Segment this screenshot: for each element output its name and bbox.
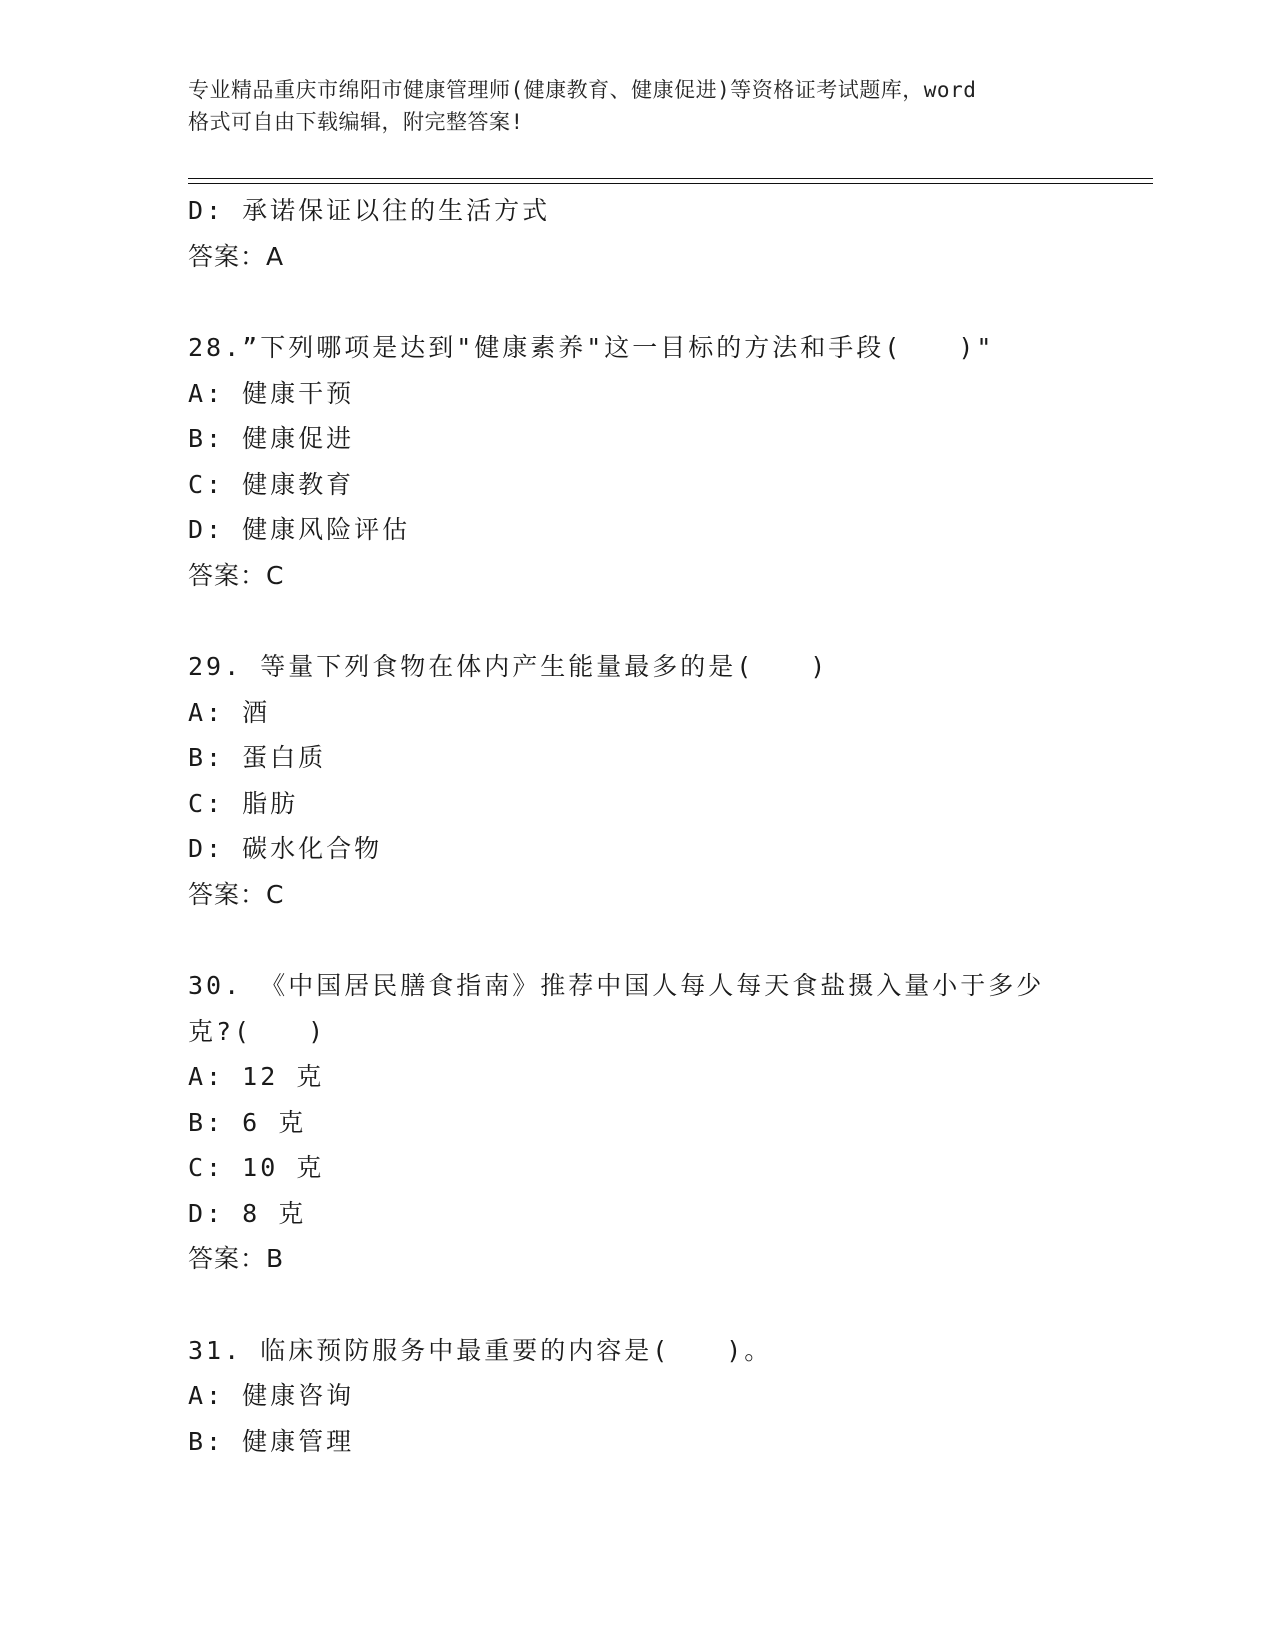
question-stem-line-1: 30. 《中国居民膳食指南》推荐中国人每人每天食盐摄入量小于多少 bbox=[188, 971, 1045, 1000]
question-stem: 31. 临床预防服务中最重要的内容是( )。 bbox=[188, 1335, 773, 1365]
question-stem-line-2: 克?( ) bbox=[188, 1016, 327, 1046]
spacer bbox=[188, 598, 1088, 644]
answer: 答案：B bbox=[188, 1244, 285, 1273]
spacer bbox=[188, 279, 1088, 325]
option-a: A: 健康干预 bbox=[188, 378, 355, 408]
option-a: A: 健康咨询 bbox=[188, 1381, 355, 1410]
option-d: D: 碳水化合物 bbox=[188, 834, 383, 863]
question-30 bbox=[188, 963, 1088, 1282]
question-stem: 29. 等量下列食物在体内产生能量最多的是( ) bbox=[188, 652, 829, 681]
answer: 答案：C bbox=[188, 560, 285, 590]
question-29 bbox=[188, 644, 1088, 917]
option-c: C: 脂肪 bbox=[188, 788, 299, 818]
option-b: B: 6 克 bbox=[188, 1107, 307, 1137]
header-line-1: 专业精品重庆市绵阳市健康管理师(健康教育、健康促进)等资格证考试题库，word bbox=[188, 78, 977, 102]
question-list bbox=[188, 188, 1088, 1464]
document-header bbox=[188, 74, 1088, 138]
option-c: C: 10 克 bbox=[188, 1153, 325, 1182]
option-d: D: 承诺保证以往的生活方式 bbox=[188, 196, 551, 225]
header-line-2: 格式可自由下载编辑，附完整答案! bbox=[188, 110, 524, 134]
option-a: A: 酒 bbox=[188, 697, 271, 727]
option-c: C: 健康教育 bbox=[188, 469, 355, 499]
question-28 bbox=[188, 325, 1088, 598]
question-31 bbox=[188, 1328, 1088, 1465]
question-stem: 28.”下列哪项是达到"健康素养"这一目标的方法和手段( )" bbox=[188, 333, 995, 362]
option-b: B: 蛋白质 bbox=[188, 743, 327, 772]
previous-question-tail bbox=[188, 188, 1088, 279]
option-d: D: 健康风险评估 bbox=[188, 515, 411, 544]
option-a: A: 12 克 bbox=[188, 1062, 325, 1091]
header-divider-bottom bbox=[188, 183, 1153, 184]
option-d: D: 8 克 bbox=[188, 1198, 307, 1228]
option-b: B: 健康促进 bbox=[188, 424, 355, 453]
answer: 答案：A bbox=[188, 241, 285, 271]
spacer bbox=[188, 1282, 1088, 1328]
header-divider-top bbox=[188, 178, 1153, 179]
answer: 答案：C bbox=[188, 879, 285, 909]
option-b: B: 健康管理 bbox=[188, 1426, 355, 1456]
spacer bbox=[188, 917, 1088, 963]
